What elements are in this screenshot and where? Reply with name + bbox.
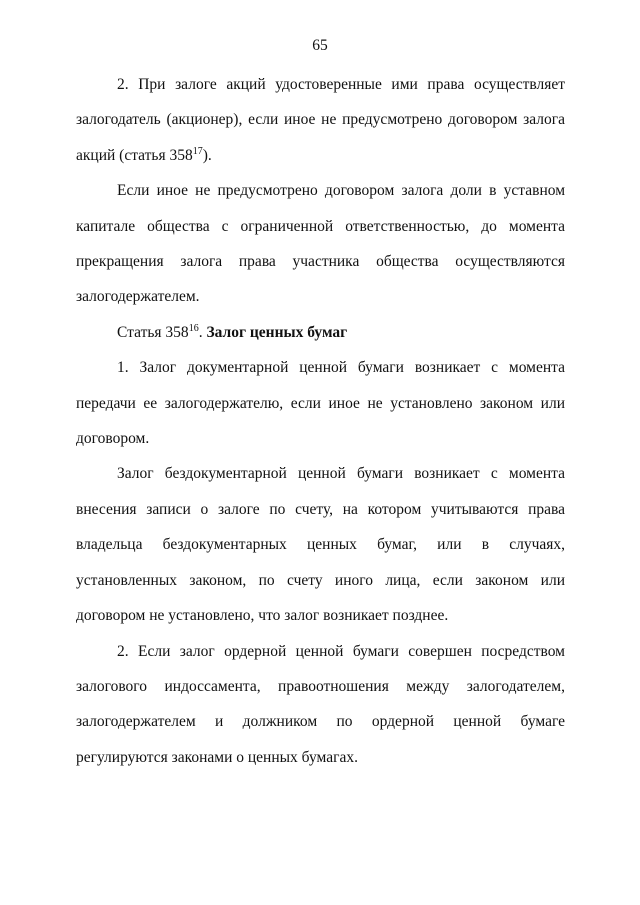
- paragraph-1: [76, 67, 565, 173]
- paragraph-1-end: ).: [202, 146, 212, 164]
- page-number: 65: [312, 37, 328, 54]
- paragraph-1-text: 2. При залоге акций удостоверенные ими права осуществляет залогодатель (акционер), если иное не предусмотрено договором залога акций (статья 358: [76, 76, 565, 164]
- article-dot: .: [198, 323, 207, 341]
- paragraph-3: 1. Залог документарной ценной бумаги возникает с момента передачи ее залогодержателю, если иное не установлено законом или договором.: [76, 359, 565, 448]
- article-heading: [76, 315, 565, 350]
- article-superscript: 16: [188, 322, 199, 334]
- paragraph-1-superscript: 17: [192, 145, 203, 157]
- paragraph-5: 2. Если залог ордерной ценной бумаги совершен посредством залогового индоссамента, правоотношения между залогодателем, залогодержателем и должником по ордерной ценной бумаге регулируются законами о ценных бумагах.: [76, 642, 565, 766]
- paragraph-2: Если иное не предусмотрено договором залога доли в уставном капитале общества с ограниченной ответственностью, до момента прекращения залога права участника общества осуществляются залогодержателем.: [76, 182, 565, 306]
- article-prefix: Статья 358: [117, 323, 189, 341]
- body-text: [76, 67, 565, 775]
- paragraph-4: Залог бездокументарной ценной бумаги возникает с момента внесения записи о залоге по счету, на котором учитываются права владельца бездокументарных ценных бумаг, или в случаях, установленных законом, по счету иного лица, если законом или договором не установлено, что залог возникает позднее.: [76, 465, 565, 625]
- article-title: Залог ценных бумаг: [206, 323, 348, 341]
